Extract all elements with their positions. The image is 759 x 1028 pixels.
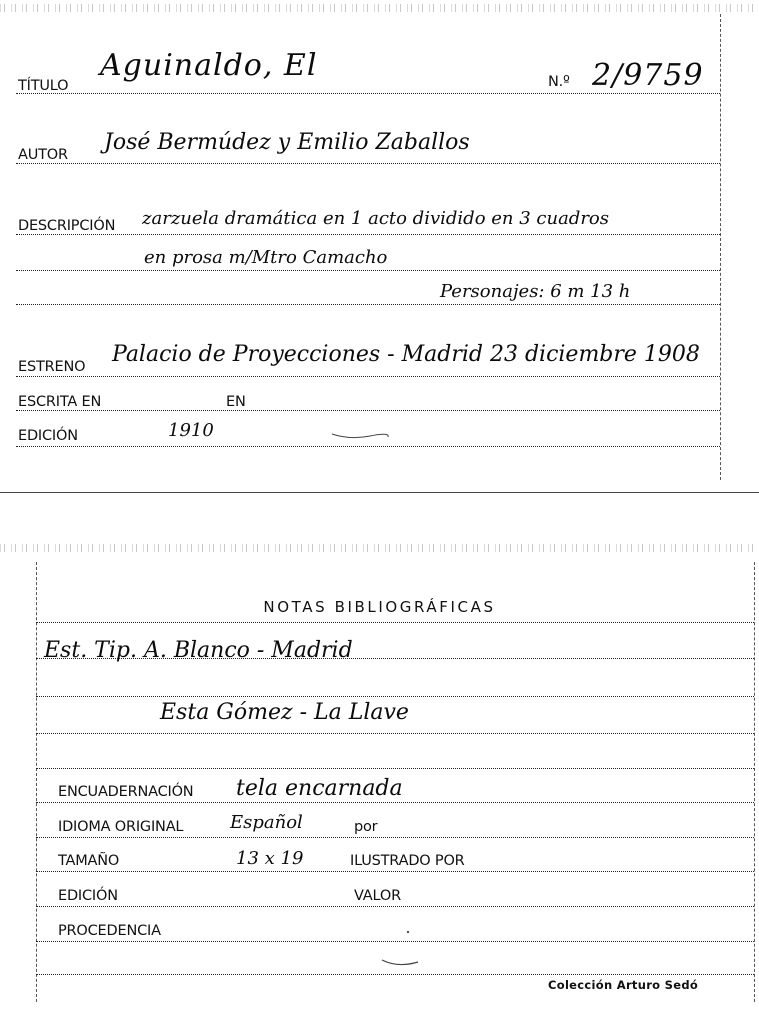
notes-rule3 [36,696,754,697]
card-right-border [754,562,755,1002]
descripcion-label: DESCRIPCIÓN [18,218,116,234]
numero-value: 2/9759 [592,58,704,93]
notes-line2: Esta Gómez - La Llave [160,700,409,725]
notes-rule5 [36,768,754,769]
idioma-label: IDIOMA ORIGINAL [58,819,184,835]
notes-rule1 [36,622,754,623]
tamano-line [36,871,754,872]
por-label: por [354,819,378,835]
numero-label: N.º [548,74,570,90]
notes-rule4 [36,733,754,734]
edicion-value: 1910 [168,420,214,441]
descripcion-line-rule3 [16,304,720,305]
edicion-label: EDICIÓN [18,428,78,444]
idioma-line [36,837,754,838]
card-left-border [36,562,37,1002]
catalog-card-front [0,0,759,495]
catalog-card-notes [0,540,759,1028]
ink-smudge [378,920,438,970]
edicion-line [36,906,754,907]
encuadernacion-label: ENCUADERNACIÓN [58,784,194,800]
descripcion-line2: en prosa m/Mtro Camacho [144,247,388,268]
collection-credit: Colección Arturo Sedó [548,978,699,992]
descripcion-line-rule1 [16,234,720,235]
bottom-rule [36,974,754,975]
notas-heading: NOTAS BIBLIOGRÁFICAS [263,598,496,616]
estreno-value: Palacio de Proyecciones - Madrid 23 diciembre 1908 [112,342,700,367]
tamano-value: 13 x 19 [236,848,304,869]
idioma-value: Español [230,812,303,833]
escrita-en-label: ESCRITA EN [18,394,102,410]
card-bottom-edge [0,492,759,493]
escrita-line [16,410,720,411]
card-right-border [720,14,721,480]
autor-label: AUTOR [18,147,68,163]
card-top-edge [0,4,759,12]
tamano-label: TAMAÑO [58,853,120,869]
card-top-edge [0,544,759,552]
titulo-label: TÍTULO [18,78,69,94]
ilustrado-label: ILUSTRADO POR [350,853,465,869]
estreno-label: ESTRENO [18,359,86,375]
autor-value: José Bermúdez y Emilio Zaballos [104,130,470,155]
en-label: EN [226,394,246,410]
estreno-line [16,376,720,377]
descripcion-line-rule2 [16,270,720,271]
notes-rule2 [36,658,754,659]
procedencia-label: PROCEDENCIA [58,923,161,939]
edicion-line [16,446,720,447]
notes-line1: Est. Tip. A. Blanco - Madrid [44,638,353,663]
edicion-label: EDICIÓN [58,888,118,904]
encuadernacion-line [36,802,754,803]
titulo-line [16,93,720,94]
titulo-value: Aguinaldo, El [100,48,318,83]
encuadernacion-value: tela encarnada [236,776,403,801]
valor-label: VALOR [354,888,401,904]
autor-line [16,163,720,164]
descripcion-line3: Personajes: 6 m 13 h [440,281,631,302]
ink-smudge [330,428,390,442]
descripcion-line1: zarzuela dramática en 1 acto dividido en 3 cuadros [142,208,609,229]
